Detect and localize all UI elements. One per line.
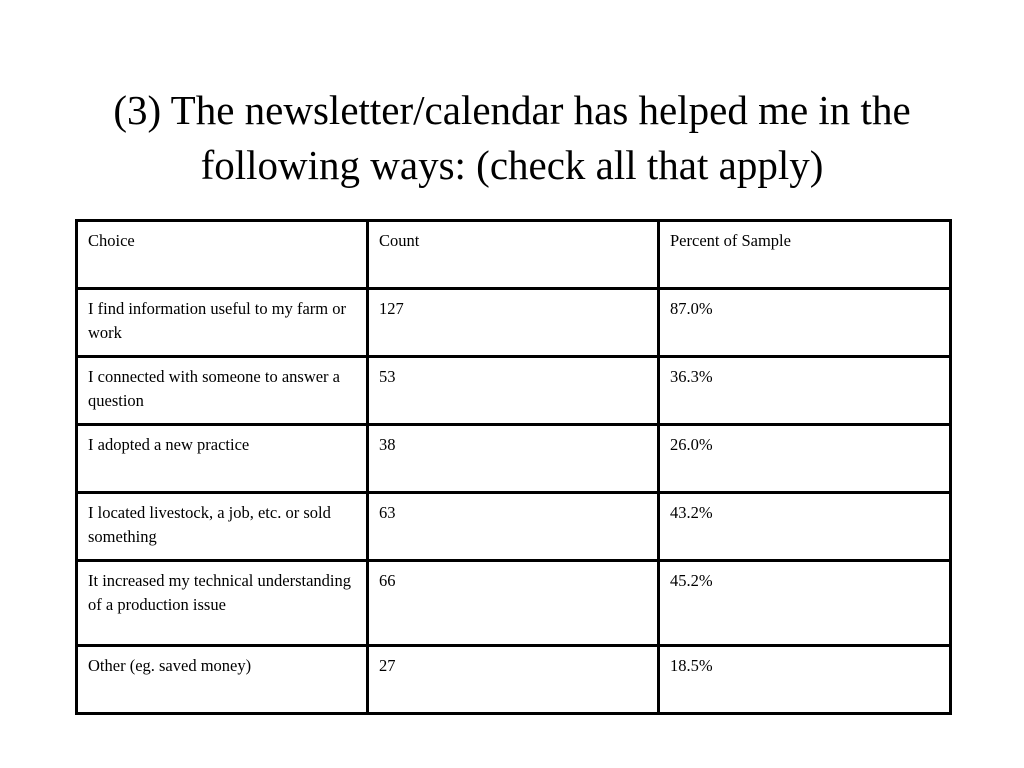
- cell-choice: I located livestock, a job, etc. or sold something: [77, 493, 368, 561]
- results-table-container: [75, 219, 952, 715]
- cell-percent: 26.0%: [659, 425, 951, 493]
- cell-count: 63: [368, 493, 659, 561]
- cell-percent: 87.0%: [659, 289, 951, 357]
- header-count: Count: [368, 221, 659, 289]
- cell-count: 127: [368, 289, 659, 357]
- results-table: [75, 219, 952, 715]
- slide-title: (3) The newsletter/calendar has helped me in the following ways: (check all that apply): [113, 87, 911, 188]
- cell-choice: It increased my technical understanding of a production issue: [77, 561, 368, 646]
- cell-choice: I adopted a new practice: [77, 425, 368, 493]
- table-row: [77, 561, 951, 646]
- table-row: [77, 289, 951, 357]
- cell-count: 38: [368, 425, 659, 493]
- cell-count: 27: [368, 646, 659, 714]
- header-percent: Percent of Sample: [659, 221, 951, 289]
- cell-count: 66: [368, 561, 659, 646]
- table-row: [77, 357, 951, 425]
- cell-percent: 43.2%: [659, 493, 951, 561]
- cell-choice: I find information useful to my farm or work: [77, 289, 368, 357]
- cell-percent: 18.5%: [659, 646, 951, 714]
- cell-choice: I connected with someone to answer a question: [77, 357, 368, 425]
- table-header-row: [77, 221, 951, 289]
- table-row: [77, 646, 951, 714]
- table-row: [77, 425, 951, 493]
- cell-count: 53: [368, 357, 659, 425]
- cell-percent: 36.3%: [659, 357, 951, 425]
- header-choice: Choice: [77, 221, 368, 289]
- table-row: [77, 493, 951, 561]
- cell-percent: 45.2%: [659, 561, 951, 646]
- cell-choice: Other (eg. saved money): [77, 646, 368, 714]
